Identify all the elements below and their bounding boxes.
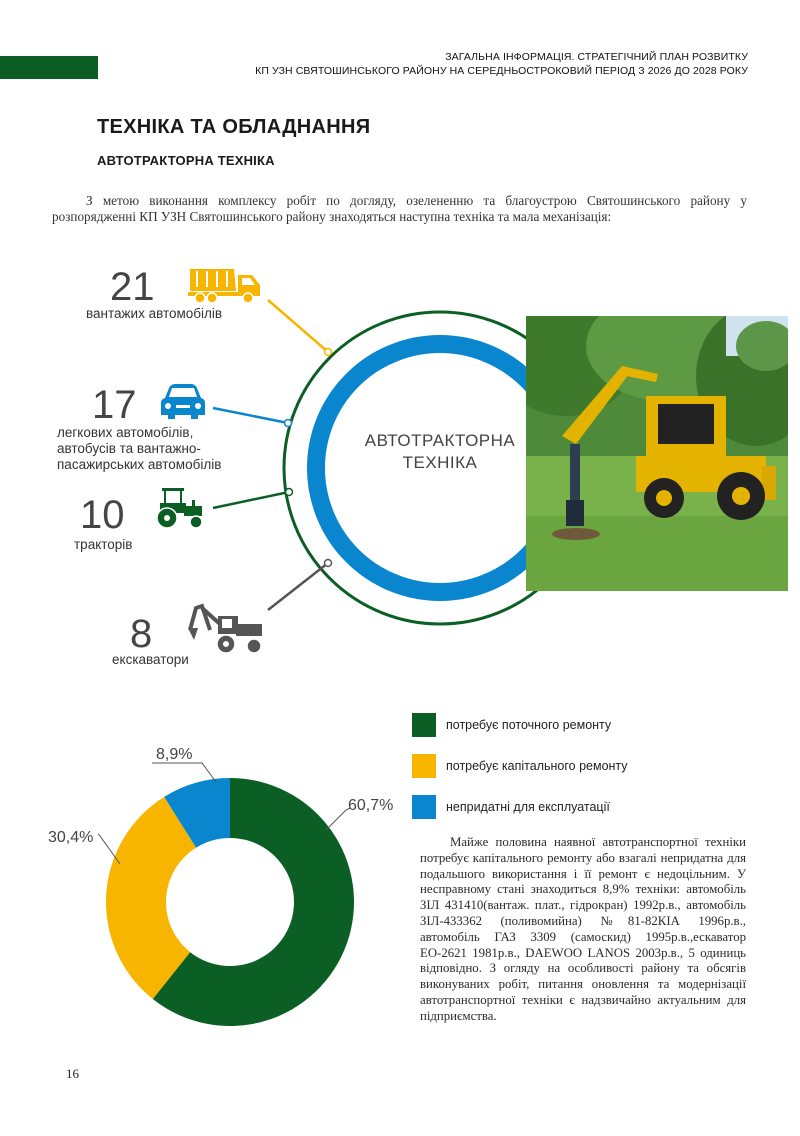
connector-dot-cars bbox=[285, 420, 292, 427]
data-label-capital-repair: 30,4% bbox=[48, 829, 94, 846]
header-line-1: ЗАГАЛЬНА ІНФОРМАЦІЯ. СТРАТЕГІЧНИЙ ПЛАН РОЗВИТКУ bbox=[445, 51, 748, 63]
data-label-current-repair: 60,7% bbox=[348, 797, 394, 814]
dump-truck-icon bbox=[186, 265, 264, 305]
circle-title-line-1: АВТОТРАКТОРНА bbox=[364, 431, 516, 450]
legend-label: непридатні для експлуатації bbox=[446, 800, 610, 814]
legend-item-capital-repair bbox=[412, 754, 628, 778]
trucks-label: вантажих автомобілів bbox=[86, 306, 223, 321]
condition-donut-chart bbox=[0, 730, 420, 1050]
section-subtitle: АВТОТРАКТОРНА ТЕХНІКА bbox=[97, 153, 275, 168]
connector-cars bbox=[213, 408, 288, 423]
excavators-label: екскаватори bbox=[112, 652, 189, 667]
cars-label-line-2: автобусів та вантажно- bbox=[57, 441, 201, 456]
connector-tractors bbox=[213, 492, 289, 508]
connector-dot-tractors bbox=[286, 489, 293, 496]
leader-line-60-7 bbox=[326, 808, 350, 830]
tractors-label: тракторів bbox=[74, 537, 133, 552]
cars-label bbox=[57, 425, 221, 473]
donut-slices bbox=[106, 778, 354, 1026]
excavator-icon bbox=[186, 600, 266, 656]
legend-item-unusable bbox=[412, 795, 628, 819]
cars-label-line-1: легкових автомобілів, bbox=[57, 425, 194, 440]
tractors-count: 10 bbox=[80, 493, 125, 537]
page-number: 16 bbox=[66, 1066, 79, 1081]
trucks-count: 21 bbox=[110, 265, 155, 309]
legend-item-current-repair bbox=[412, 713, 628, 737]
legend-label: потребує поточного ремонту bbox=[446, 718, 612, 732]
intro-paragraph: З метою виконання комплексу робіт по догляду, озелененню та благоустрою Святошинського району у розпорядженні КП УЗН Святошинського району знаходяться наступна техніка та мала механізація: bbox=[52, 193, 747, 224]
connector-dot-excavators bbox=[325, 560, 332, 567]
legend-label: потребує капітального ремонту bbox=[446, 759, 628, 773]
cars-label-line-3: пасажирських автомобілів bbox=[57, 457, 222, 472]
connector-excavators bbox=[268, 563, 328, 610]
chart-legend bbox=[412, 713, 628, 819]
running-header bbox=[255, 50, 748, 78]
leader-line-30-4 bbox=[98, 834, 120, 864]
circle-title-line-2: ТЕХНІКА bbox=[402, 453, 478, 472]
leader-line-8-9 bbox=[152, 763, 216, 782]
cars-count: 17 bbox=[92, 383, 137, 427]
car-icon bbox=[160, 382, 206, 422]
data-label-unusable: 8,9% bbox=[156, 746, 193, 763]
connector-dot-trucks bbox=[325, 349, 332, 356]
tractor-icon bbox=[152, 486, 206, 530]
header-line-2: КП УЗН СВЯТОШИНСЬКОГО РАЙОНУ НА СЕРЕДНЬОСТРОКОВИЙ ПЕРІОД З 2026 ДО 2028 РОКУ bbox=[255, 65, 748, 77]
circle-title bbox=[340, 430, 540, 474]
connector-trucks bbox=[268, 300, 328, 352]
excavators-count: 8 bbox=[130, 612, 153, 656]
condition-paragraph: Майже половина наявної автотранспортної техніки потребує капітального ремонту або взагалі непридатна для подальшого використання і її ремонт є недоцільним. У несправному стані знаходиться 8,9% техніки: автомобіль ЗІЛ 431410(вантаж. плат., гідрокран) 1992р.в., автомобіль ЗІЛ-433362 (поливомийна) №81-82КІА 1996р.в., автомобіль ГАЗ 3309 (самоскид) 1995р.в.,ескаватор ЕО-2621 1981р.в., DAEWOO LANOS 2003р.в., 5 одиниць відповідно. З огляду на особливості району та обсягів виконуваних робіт, питання оновлення та модернізації автотранспортної техніки є надзвичайно актуальним для підприємства. bbox=[420, 835, 746, 1023]
page-title: ТЕХНІКА ТА ОБЛАДНАННЯ bbox=[97, 116, 371, 138]
header-accent-bar bbox=[0, 56, 98, 79]
excavator-photo bbox=[526, 316, 788, 591]
